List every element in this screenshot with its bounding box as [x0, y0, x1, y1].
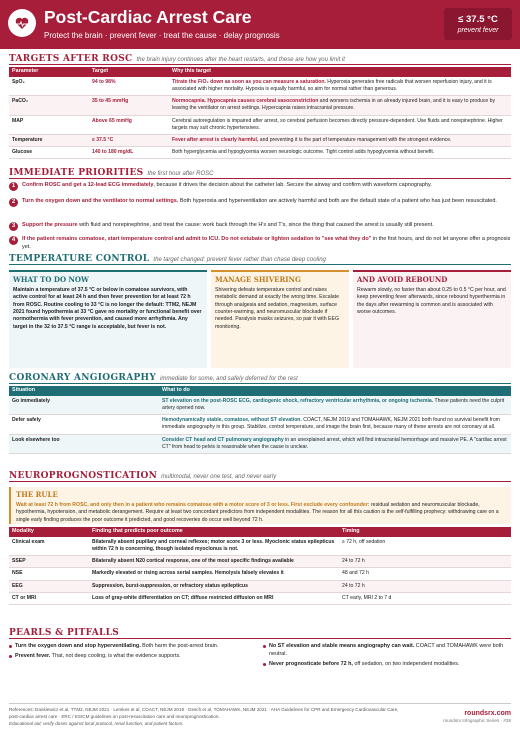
- param-cell: Glucose: [9, 146, 89, 158]
- why-text: Cerebral autoregulation is impaired after arrest, so cerebral perfusion becomes directly pressure-dependent. Use fluids and norepinephrine. Higher targets may suit chronic hypertensives.: [172, 117, 503, 131]
- step-number: 2: [9, 198, 18, 207]
- section-title: IMMEDIATE PRIORITIES: [9, 168, 144, 178]
- box-title: WHAT TO DO NOW: [13, 275, 89, 284]
- section-title: PEARLS & PITFALLS: [9, 628, 120, 638]
- table-row: [9, 580, 511, 592]
- param-cell: MAP: [9, 115, 89, 134]
- step-body: Both hyperoxia and hyperventilation are actively harmful and both are the default state of a patient who has just been resuscitated.: [178, 198, 497, 204]
- target-cell: 35 to 45 mmHg: [89, 96, 169, 115]
- action-emphasis: Consider CT head and CT pulmonary angiography: [162, 436, 284, 443]
- target-cell: 94 to 98%: [89, 77, 169, 96]
- step-emphasis: Turn the oxygen down and the ventilator to normal settings.: [22, 198, 179, 204]
- column-header: Target: [89, 67, 169, 77]
- situation-cell: Go immediately: [9, 396, 159, 415]
- timing-cell: 24 to 72 h: [339, 556, 511, 568]
- step-text: [22, 198, 497, 207]
- table-row: [9, 556, 511, 568]
- situation-cell: Look elsewhere too: [9, 434, 159, 453]
- why-text: and preventing it is the part of temperature management with the strongest evidence.: [258, 136, 452, 143]
- step-text: [22, 222, 434, 231]
- finding-cell: Bilaterally absent N20 cortical response, one of the most specific findings available: [89, 556, 339, 568]
- pearl-text: That, not deep cooling, is what the evidence supports.: [50, 652, 181, 659]
- series-label: roundsrx Infographic Series · #38: [443, 718, 511, 723]
- box-title: MANAGE SHIVERING: [215, 275, 301, 284]
- section-pearls-header: [9, 627, 511, 639]
- action-cell: [159, 434, 511, 453]
- rule-text: Wait at least 72 h from ROSC, and only then in a patient who remains comatose with a motor score of 3 or less. First exclude every confounder: residual sedation and neuromuscular blockade, hypothermia, hypotension, and metabolic derangement. Require at least two concordant predictors from independent modalities. The reason for all this caution is the self-fulfilling prophecy: withdrawing care on a single early finding produces the poor outcome it predicted, and good recoveries do occur well beyond 72 h.: [16, 501, 499, 523]
- badge-value: ≤ 37.5 °C: [458, 14, 498, 25]
- priority-step: [9, 182, 511, 191]
- target-badge: [444, 8, 512, 40]
- column-header: What to do: [159, 386, 511, 396]
- column-header: Finding that predicts poor outcome: [89, 527, 339, 537]
- neuro-table: [9, 527, 511, 605]
- modality-cell: NSE: [9, 568, 89, 580]
- why-text: Hyperoxia generates free radicals that worsen reperfusion injury, and it is associated with higher mortality. Hypoxia is equally harmful, so aim for normal rather than generous.: [172, 79, 492, 93]
- modality-cell: CT or MRI: [9, 592, 89, 604]
- column-header: Modality: [9, 527, 89, 537]
- pearls-left-list: [9, 643, 257, 663]
- pearl-emphasis: Never prognosticate before 72 h,: [269, 660, 353, 667]
- finding-cell: Markedly elevated or rising across serial samples. Hemolysis falsely elevates it: [89, 568, 339, 580]
- pearl-item: [263, 661, 511, 669]
- table-row: [9, 146, 511, 158]
- the-rule-box: [9, 487, 511, 524]
- finding-cell: Suppression, burst-suppression, or refractory status epilepticus: [89, 580, 339, 592]
- section-priorities-header: [9, 167, 511, 179]
- pearl-item: [9, 643, 257, 651]
- pearl-item: [263, 643, 511, 659]
- table-row: [9, 77, 511, 96]
- box-text: Rewarm slowly, no faster than about 0.25 to 0.5 °C per hour, and keep preventing fever afterwards, since rebound hyperthermia in the days after rewarming is common and is associated with worse outcomes.: [357, 286, 506, 315]
- finding-cell: Bilaterally absent pupillary and corneal reflexes; motor score 3 or less. Myoclonic status epilepticus within 72 h is concerning, though isolated myoclonus is not.: [89, 537, 339, 556]
- section-title: TEMPERATURE CONTROL: [9, 254, 150, 264]
- why-text: and worsens ischemia in an already injured brain, and it is easy to produce by leaving the ventilator on arrest settings. Hypercapnia raises intracranial pressure.: [172, 98, 496, 112]
- section-neuro-header: [9, 470, 511, 482]
- what-to-do-box: [9, 270, 207, 368]
- heart-pulse-icon: [8, 9, 36, 37]
- table-row: [9, 568, 511, 580]
- pearl-text: COACT and TOMAHAWK were both neutral.: [269, 643, 504, 657]
- column-header: Timing: [339, 527, 511, 537]
- why-emphasis: Fever after arrest is clearly harmful,: [172, 136, 259, 143]
- rebound-box: [353, 270, 511, 368]
- section-subtitle: the target changed: prevent fever rather than chase deep cooling: [153, 257, 326, 263]
- action-text: COACT, NEJM 2019 and TOMAHAWK, NEJM 2021 both found no survival benefit from immediate angiography in this group. Stabilize, control temperature, and image the brain first, because many of these arrests are not coronary at all.: [162, 417, 500, 431]
- step-number: 1: [9, 182, 18, 191]
- timing-cell: CT early, MRI 2 to 7 d: [339, 592, 511, 604]
- pearl-emphasis: No ST elevation and stable means angiography can wait.: [269, 643, 415, 649]
- section-title: CORONARY ANGIOGRAPHY: [9, 373, 157, 383]
- site-link[interactable]: roundsrx.com: [464, 710, 511, 717]
- section-subtitle: immediate for some, and safely deferred for the rest: [160, 376, 298, 382]
- page-title: Post-Cardiac Arrest Care: [44, 7, 252, 27]
- table-row: [9, 537, 511, 556]
- table-row: [9, 134, 511, 146]
- column-header: Parameter: [9, 67, 89, 77]
- step-emphasis: Support the pressure: [22, 222, 78, 228]
- page-subtitle: Protect the brain · prevent fever · treat the cause · delay prognosis: [44, 31, 280, 40]
- step-text: [22, 236, 511, 252]
- action-text: in an unexplained arrest, which will find intracranial hemorrhage and massive PE. A "cardiac arrest CT" from head to pelvis is reasonable when the cause is unclear.: [162, 436, 507, 450]
- section-title: NEUROPROGNOSTICATION: [9, 471, 158, 481]
- column-header: Situation: [9, 386, 159, 396]
- target-cell: Above 65 mmHg: [89, 115, 169, 134]
- action-text: These patients need the culprit artery opened now.: [162, 398, 505, 412]
- table-row: [9, 592, 511, 604]
- box-title: AND AVOID REBOUND: [357, 275, 448, 284]
- why-cell: [169, 115, 511, 134]
- box-text: Shivering defeats temperature control and raises metabolic demand at exactly the wrong time. Escalate through analgesia and sedation, magnesium, surface counter-warming, and neuromuscular blockade if needed. Paralysis masks seizures, so pair it with EEG monitoring.: [215, 286, 339, 330]
- action-cell: [159, 415, 511, 434]
- action-emphasis: Hemodynamically stable, comatose, without ST elevation.: [162, 417, 302, 424]
- badge-label: prevent fever: [457, 27, 499, 35]
- table-row: [9, 415, 511, 434]
- step-emphasis: Confirm ROSC and get a 12-lead ECG immediately: [22, 182, 154, 188]
- why-cell: [169, 77, 511, 96]
- why-emphasis: Normocapnia. Hypocapnia causes cerebral vasoconstriction: [172, 98, 319, 105]
- param-cell: SpO₂: [9, 77, 89, 96]
- priority-step: [9, 222, 511, 231]
- why-emphasis: Titrate the FiO₂ down as soon as you can measure a saturation.: [172, 79, 326, 85]
- table-row: [9, 434, 511, 453]
- step-body: , because it drives the decision about the catheter lab. Secure the airway and confirm with waveform capnography.: [153, 182, 432, 188]
- action-cell: [159, 396, 511, 415]
- column-header: Why this target: [169, 67, 511, 77]
- header-banner: [0, 0, 520, 49]
- action-emphasis: ST elevation on the post-ROSC ECG, cardiogenic shock, refractory ventricular arrhythmia, or ongoing ischemia.: [162, 398, 434, 404]
- why-text: Both hyperglycemia and hypoglycemia worsen neurologic outcome. Tight control adds hypoglycemia without benefit.: [172, 148, 435, 155]
- target-cell: ≤ 37.5 °C: [89, 134, 169, 146]
- finding-cell: Loss of gray-white differentiation on CT; diffuse restricted diffusion on MRI: [89, 592, 339, 604]
- section-title: TARGETS AFTER ROSC: [9, 54, 133, 64]
- modality-cell: Clinical exam: [9, 537, 89, 556]
- why-cell: [169, 146, 511, 158]
- step-text: [22, 182, 432, 191]
- step-number: 4: [9, 236, 18, 245]
- section-angiography-header: [9, 372, 511, 384]
- angiography-table: [9, 386, 511, 454]
- section-subtitle: multimodal, never one test, and never early: [161, 474, 277, 480]
- disclaimer: Educational aid; verify doses against local protocol, renal function, and patient factors.: [9, 720, 184, 726]
- section-subtitle: the brain injury continues after the heart restarts, and these are how you limit it: [136, 57, 345, 63]
- footer: [9, 703, 511, 728]
- situation-cell: Defer safely: [9, 415, 159, 434]
- references: References: Dankiewicz et al, TTM2, NEJM 2021 · Lemkes et al, COACT, NEJM 2019 · Desch et al, TOMAHAWK, NEJM 2021 · AHA Guidelines for CPR and Emergency Cardiovascular Care, post-cardiac arrest care · ERC / ESICM guidelines on post-resuscitation care and neuroprognostication.: [9, 707, 399, 719]
- step-emphasis: If the patient remains comatose, start temperature control and admit to ICU. Do not extubate or lighten sedation to "see what they do": [22, 236, 372, 242]
- modality-cell: SSEP: [9, 556, 89, 568]
- table-row: [9, 96, 511, 115]
- target-cell: 140 to 180 mg/dL: [89, 146, 169, 158]
- pearls-right-list: [263, 643, 511, 670]
- modality-cell: EEG: [9, 580, 89, 592]
- why-cell: [169, 134, 511, 146]
- timing-cell: 48 and 72 h: [339, 568, 511, 580]
- timing-cell: 24 to 72 h: [339, 580, 511, 592]
- step-body: with fluid and norepinephrine, and treat the cause: work back through the H's and T's, since the thing that caused the arrest is usually still present.: [77, 222, 434, 228]
- shivering-box: [211, 270, 349, 368]
- pearl-item: [9, 653, 257, 661]
- targets-table: [9, 67, 511, 159]
- priority-step: [9, 198, 511, 207]
- section-targets-header: [9, 53, 511, 65]
- section-subtitle: the first hour after ROSC: [147, 171, 214, 177]
- rule-title: THE RULE: [16, 490, 58, 499]
- box-text: Maintain a temperature of 37.5 °C or below in comatose survivors, with active control for at least 24 h and then fever prevention for at least 72 h from ROSC. Routine cooling to 33 °C is no longer the default: TTM2, NEJM 2021 found hypothermia at 33 °C gave no mortality or functional benefit over normothermia with fever prevention, and caused more arrhythmia. Any target in the 32 to 37.5 °C range is acceptable, but fever is not.: [13, 286, 202, 330]
- step-number: 3: [9, 222, 18, 231]
- pearl-text: Both harm the post-arrest brain.: [140, 643, 219, 649]
- step-body: in the first hours, and do not let anyone offer a prognosis yet.: [22, 236, 511, 250]
- pearl-emphasis: Turn the oxygen down and stop hyperventilating.: [15, 643, 141, 649]
- param-cell: Temperature: [9, 134, 89, 146]
- why-cell: [169, 96, 511, 115]
- section-temperature-header: [9, 253, 511, 265]
- pearl-text: off sedation, on two independent modalities.: [352, 660, 460, 667]
- param-cell: PaCO₂: [9, 96, 89, 115]
- priority-step: [9, 236, 511, 252]
- pearl-emphasis: Prevent fever.: [15, 652, 51, 659]
- timing-cell: ≥ 72 h, off sedation: [339, 537, 511, 556]
- table-row: [9, 115, 511, 134]
- table-row: [9, 396, 511, 415]
